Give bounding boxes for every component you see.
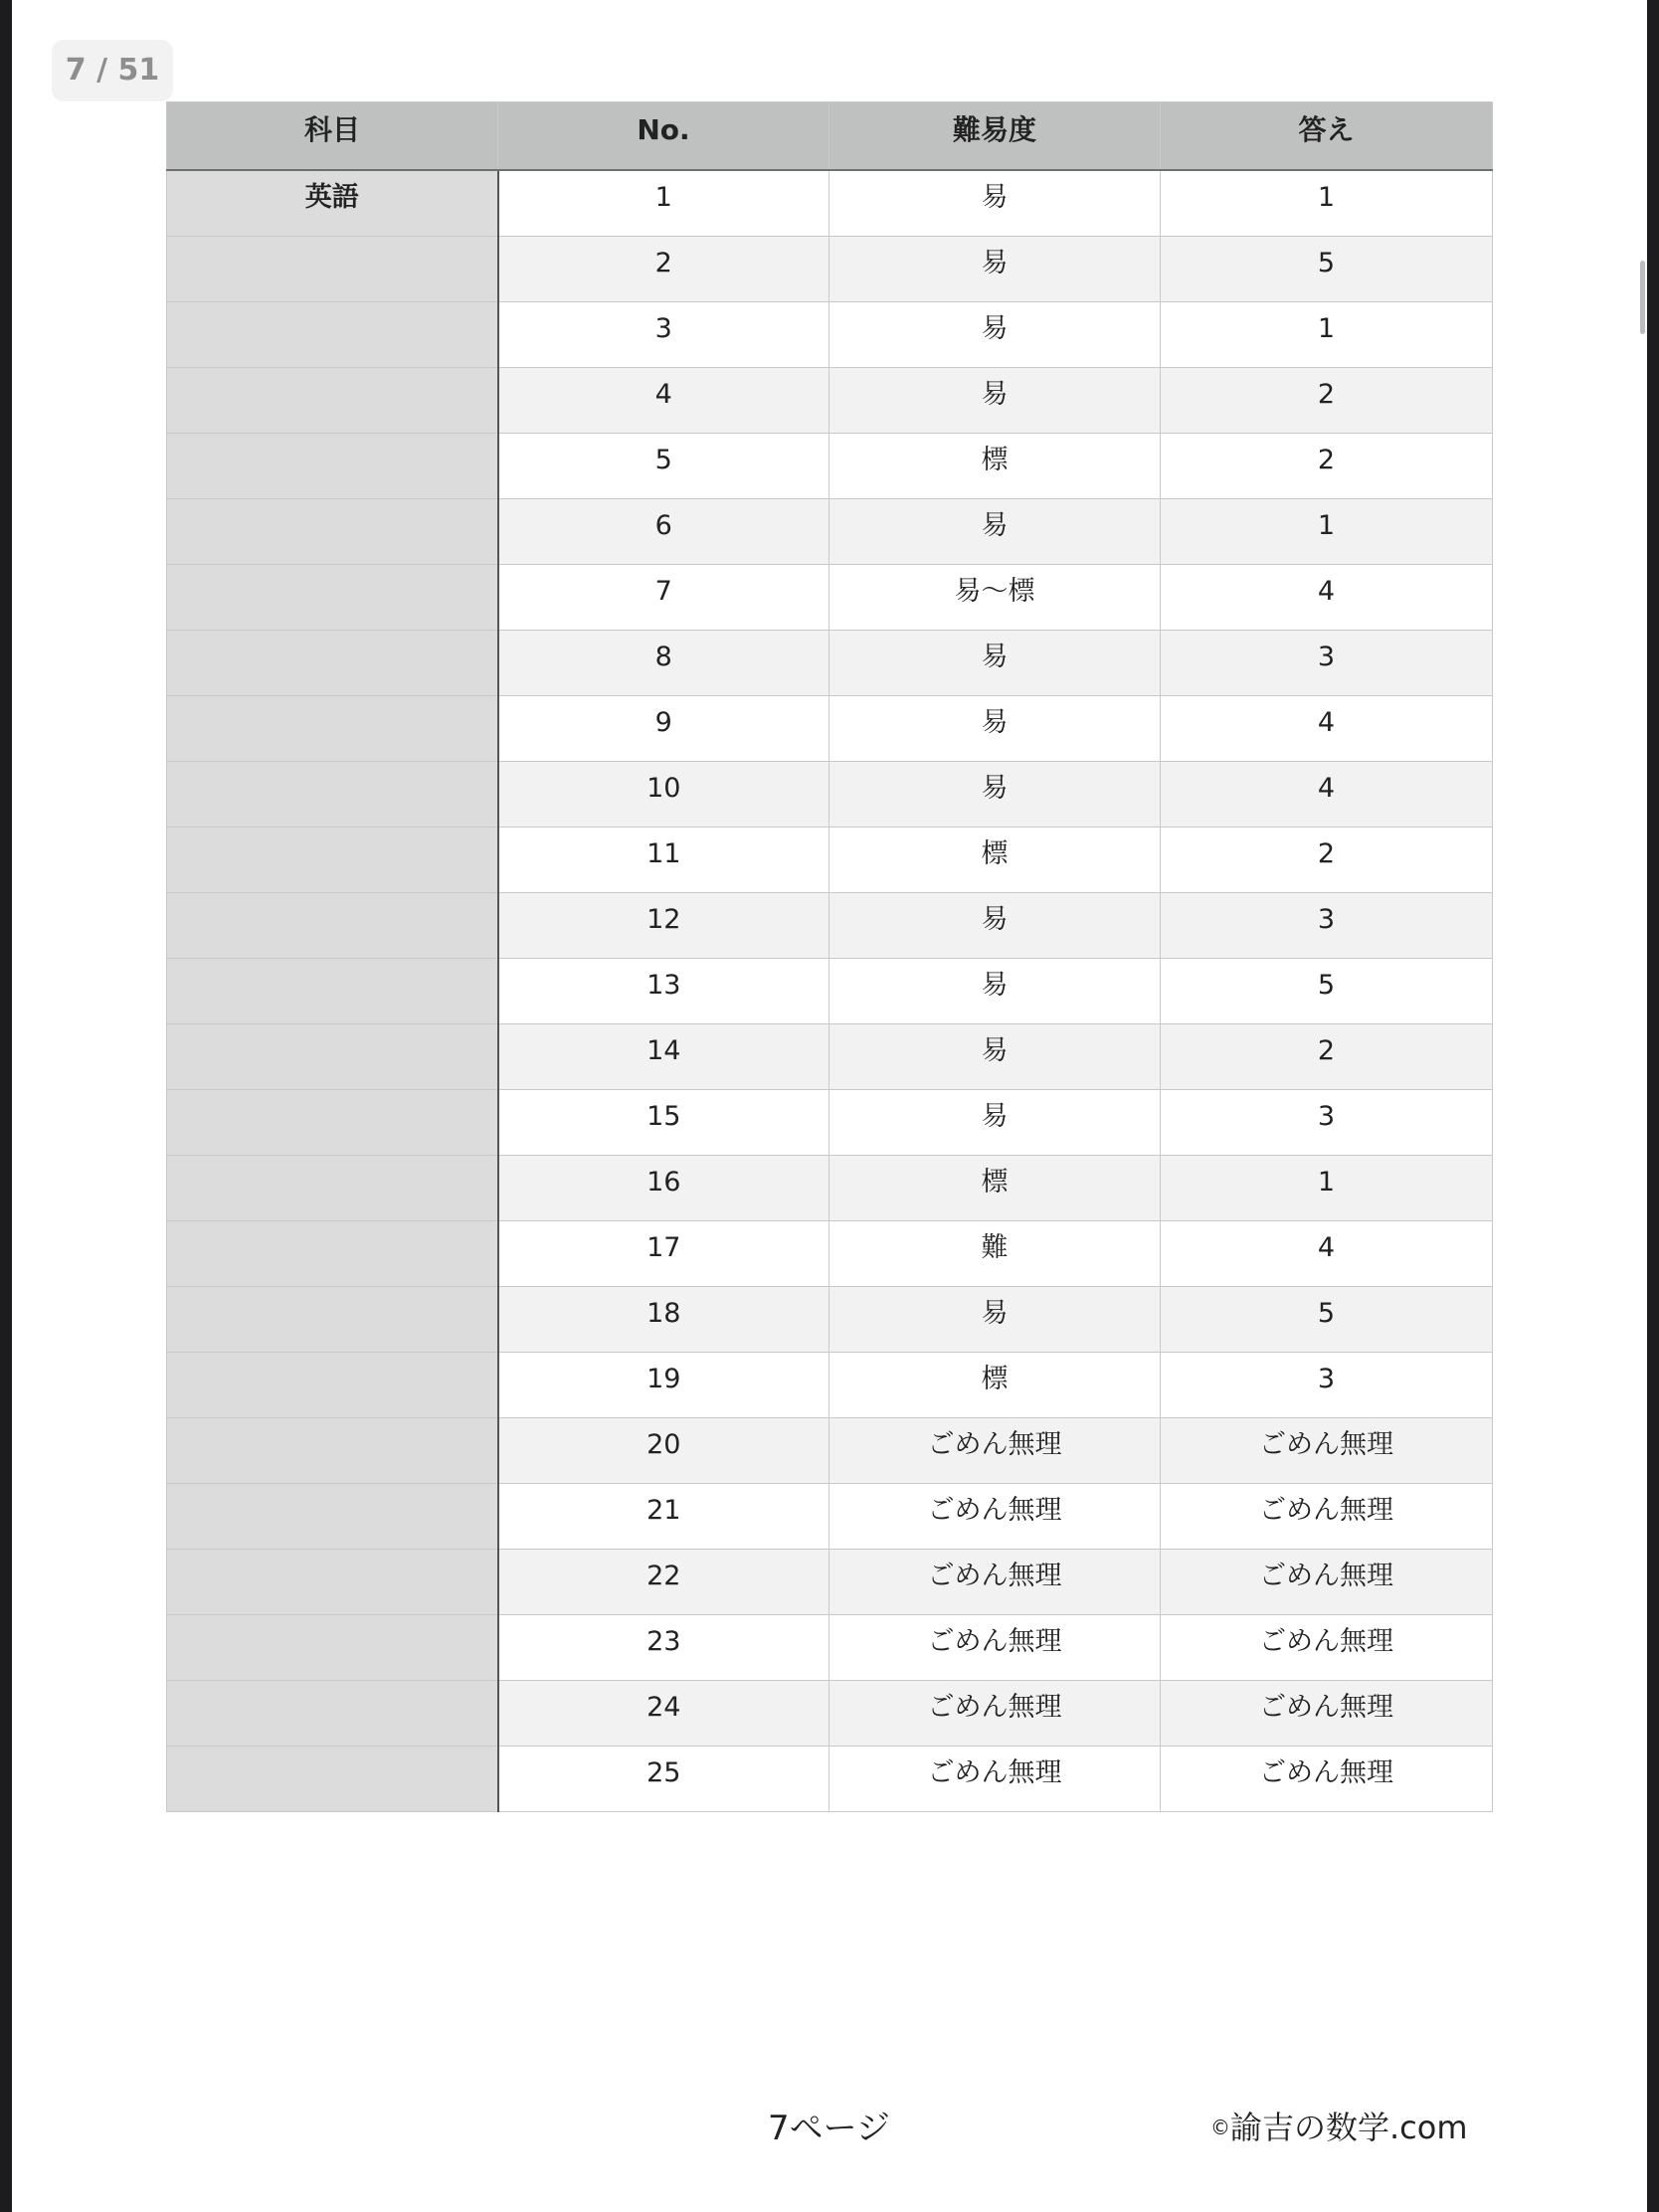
table-row xyxy=(167,368,1493,434)
cell-difficulty: ごめん無理 xyxy=(830,1615,1161,1681)
table-row xyxy=(167,1615,1493,1681)
cell-answer: ごめん無理 xyxy=(1161,1418,1493,1484)
cell-subject xyxy=(167,434,498,499)
cell-answer: 4 xyxy=(1161,1221,1493,1287)
cell-subject xyxy=(167,762,498,828)
cell-answer: 2 xyxy=(1161,434,1493,499)
table-row xyxy=(167,1287,1493,1353)
table-row xyxy=(167,1484,1493,1550)
cell-no: 10 xyxy=(498,762,830,828)
cell-no: 17 xyxy=(498,1221,830,1287)
cell-no: 1 xyxy=(498,170,830,237)
page-indicator: 7 / 51 xyxy=(52,40,173,101)
footer-copyright xyxy=(1210,2103,1468,2148)
cell-subject xyxy=(167,565,498,631)
cell-difficulty: 標 xyxy=(830,1156,1161,1221)
cell-no: 14 xyxy=(498,1024,830,1090)
cell-answer: 3 xyxy=(1161,1090,1493,1156)
table-row xyxy=(167,499,1493,565)
header-difficulty: 難易度 xyxy=(830,102,1161,171)
cell-difficulty: 易 xyxy=(830,1287,1161,1353)
cell-no: 16 xyxy=(498,1156,830,1221)
cell-no: 13 xyxy=(498,959,830,1024)
cell-difficulty: 易 xyxy=(830,893,1161,959)
cell-no: 24 xyxy=(498,1681,830,1747)
cell-difficulty: ごめん無理 xyxy=(830,1418,1161,1484)
cell-difficulty: 易 xyxy=(830,959,1161,1024)
cell-subject xyxy=(167,1418,498,1484)
cell-answer: 1 xyxy=(1161,170,1493,237)
cell-no: 18 xyxy=(498,1287,830,1353)
cell-subject xyxy=(167,1221,498,1287)
pdf-viewer-page xyxy=(12,0,1647,2212)
table-row xyxy=(167,565,1493,631)
table-row xyxy=(167,1156,1493,1221)
cell-subject xyxy=(167,1747,498,1812)
cell-difficulty: ごめん無理 xyxy=(830,1550,1161,1615)
table-row xyxy=(167,696,1493,762)
cell-answer: ごめん無理 xyxy=(1161,1681,1493,1747)
cell-no: 12 xyxy=(498,893,830,959)
cell-answer: ごめん無理 xyxy=(1161,1484,1493,1550)
cell-no: 21 xyxy=(498,1484,830,1550)
cell-subject xyxy=(167,696,498,762)
cell-answer: ごめん無理 xyxy=(1161,1747,1493,1812)
table-row xyxy=(167,434,1493,499)
header-no: No. xyxy=(498,102,830,171)
table-row xyxy=(167,1681,1493,1747)
header-subject: 科目 xyxy=(167,102,498,171)
cell-subject xyxy=(167,1024,498,1090)
cell-no: 11 xyxy=(498,828,830,893)
answer-table xyxy=(166,101,1493,1812)
cell-difficulty: 易 xyxy=(830,762,1161,828)
table-row xyxy=(167,1090,1493,1156)
cell-difficulty: ごめん無理 xyxy=(830,1681,1161,1747)
cell-subject xyxy=(167,1353,498,1418)
cell-difficulty: 易 xyxy=(830,696,1161,762)
table-row xyxy=(167,170,1493,237)
cell-no: 22 xyxy=(498,1550,830,1615)
cell-difficulty: 易 xyxy=(830,631,1161,696)
cell-subject xyxy=(167,302,498,368)
cell-subject xyxy=(167,368,498,434)
table-body xyxy=(167,170,1493,1812)
cell-subject: 英語 xyxy=(167,170,498,237)
table-row xyxy=(167,1024,1493,1090)
cell-answer: 5 xyxy=(1161,237,1493,302)
table-row xyxy=(167,1747,1493,1812)
cell-answer: 1 xyxy=(1161,1156,1493,1221)
table-row xyxy=(167,1221,1493,1287)
header-answer: 答え xyxy=(1161,102,1493,171)
cell-subject xyxy=(167,1484,498,1550)
table-row xyxy=(167,631,1493,696)
cell-difficulty: ごめん無理 xyxy=(830,1484,1161,1550)
table-row xyxy=(167,1550,1493,1615)
cell-difficulty: 易 xyxy=(830,499,1161,565)
cell-no: 9 xyxy=(498,696,830,762)
cell-no: 23 xyxy=(498,1615,830,1681)
cell-difficulty: 易 xyxy=(830,237,1161,302)
cell-no: 4 xyxy=(498,368,830,434)
cell-answer: 2 xyxy=(1161,1024,1493,1090)
cell-difficulty: 易 xyxy=(830,368,1161,434)
footer-page-number: 7ページ xyxy=(768,2109,890,2148)
cell-no: 20 xyxy=(498,1418,830,1484)
table-row xyxy=(167,762,1493,828)
cell-difficulty: 易 xyxy=(830,1024,1161,1090)
cell-subject xyxy=(167,959,498,1024)
cell-answer: 5 xyxy=(1161,959,1493,1024)
cell-no: 25 xyxy=(498,1747,830,1812)
cell-difficulty: 易 xyxy=(830,170,1161,237)
cell-difficulty: 難 xyxy=(830,1221,1161,1287)
cell-no: 6 xyxy=(498,499,830,565)
cell-difficulty: 標 xyxy=(830,828,1161,893)
table-row xyxy=(167,893,1493,959)
cell-answer: 4 xyxy=(1161,565,1493,631)
cell-subject xyxy=(167,893,498,959)
cell-difficulty: 易 xyxy=(830,302,1161,368)
cell-answer: 1 xyxy=(1161,302,1493,368)
cell-difficulty: 易〜標 xyxy=(830,565,1161,631)
table-row xyxy=(167,828,1493,893)
copyright-text: 諭吉の数学.com xyxy=(1230,2109,1468,2146)
cell-answer: ごめん無理 xyxy=(1161,1615,1493,1681)
cell-difficulty: 易 xyxy=(830,1090,1161,1156)
cell-difficulty: 標 xyxy=(830,434,1161,499)
copyright-symbol: © xyxy=(1210,2116,1230,2139)
cell-no: 7 xyxy=(498,565,830,631)
cell-answer: 3 xyxy=(1161,631,1493,696)
cell-difficulty: 標 xyxy=(830,1353,1161,1418)
cell-answer: 1 xyxy=(1161,499,1493,565)
cell-subject xyxy=(167,237,498,302)
cell-subject xyxy=(167,499,498,565)
cell-answer: ごめん無理 xyxy=(1161,1550,1493,1615)
cell-difficulty: ごめん無理 xyxy=(830,1747,1161,1812)
table-row xyxy=(167,1418,1493,1484)
cell-answer: 4 xyxy=(1161,696,1493,762)
cell-answer: 3 xyxy=(1161,893,1493,959)
cell-no: 3 xyxy=(498,302,830,368)
cell-answer: 3 xyxy=(1161,1353,1493,1418)
cell-subject xyxy=(167,1550,498,1615)
cell-subject xyxy=(167,1090,498,1156)
scrollbar-thumb[interactable] xyxy=(1640,261,1645,334)
cell-subject xyxy=(167,1615,498,1681)
cell-subject xyxy=(167,1156,498,1221)
table-row xyxy=(167,959,1493,1024)
table-row xyxy=(167,1353,1493,1418)
cell-no: 19 xyxy=(498,1353,830,1418)
table-header-row xyxy=(167,102,1493,171)
cell-subject xyxy=(167,631,498,696)
cell-answer: 4 xyxy=(1161,762,1493,828)
table-row xyxy=(167,302,1493,368)
table-row xyxy=(167,237,1493,302)
cell-answer: 2 xyxy=(1161,828,1493,893)
cell-no: 8 xyxy=(498,631,830,696)
cell-no: 15 xyxy=(498,1090,830,1156)
cell-answer: 2 xyxy=(1161,368,1493,434)
cell-answer: 5 xyxy=(1161,1287,1493,1353)
cell-subject xyxy=(167,828,498,893)
cell-subject xyxy=(167,1287,498,1353)
cell-subject xyxy=(167,1681,498,1747)
cell-no: 2 xyxy=(498,237,830,302)
cell-no: 5 xyxy=(498,434,830,499)
